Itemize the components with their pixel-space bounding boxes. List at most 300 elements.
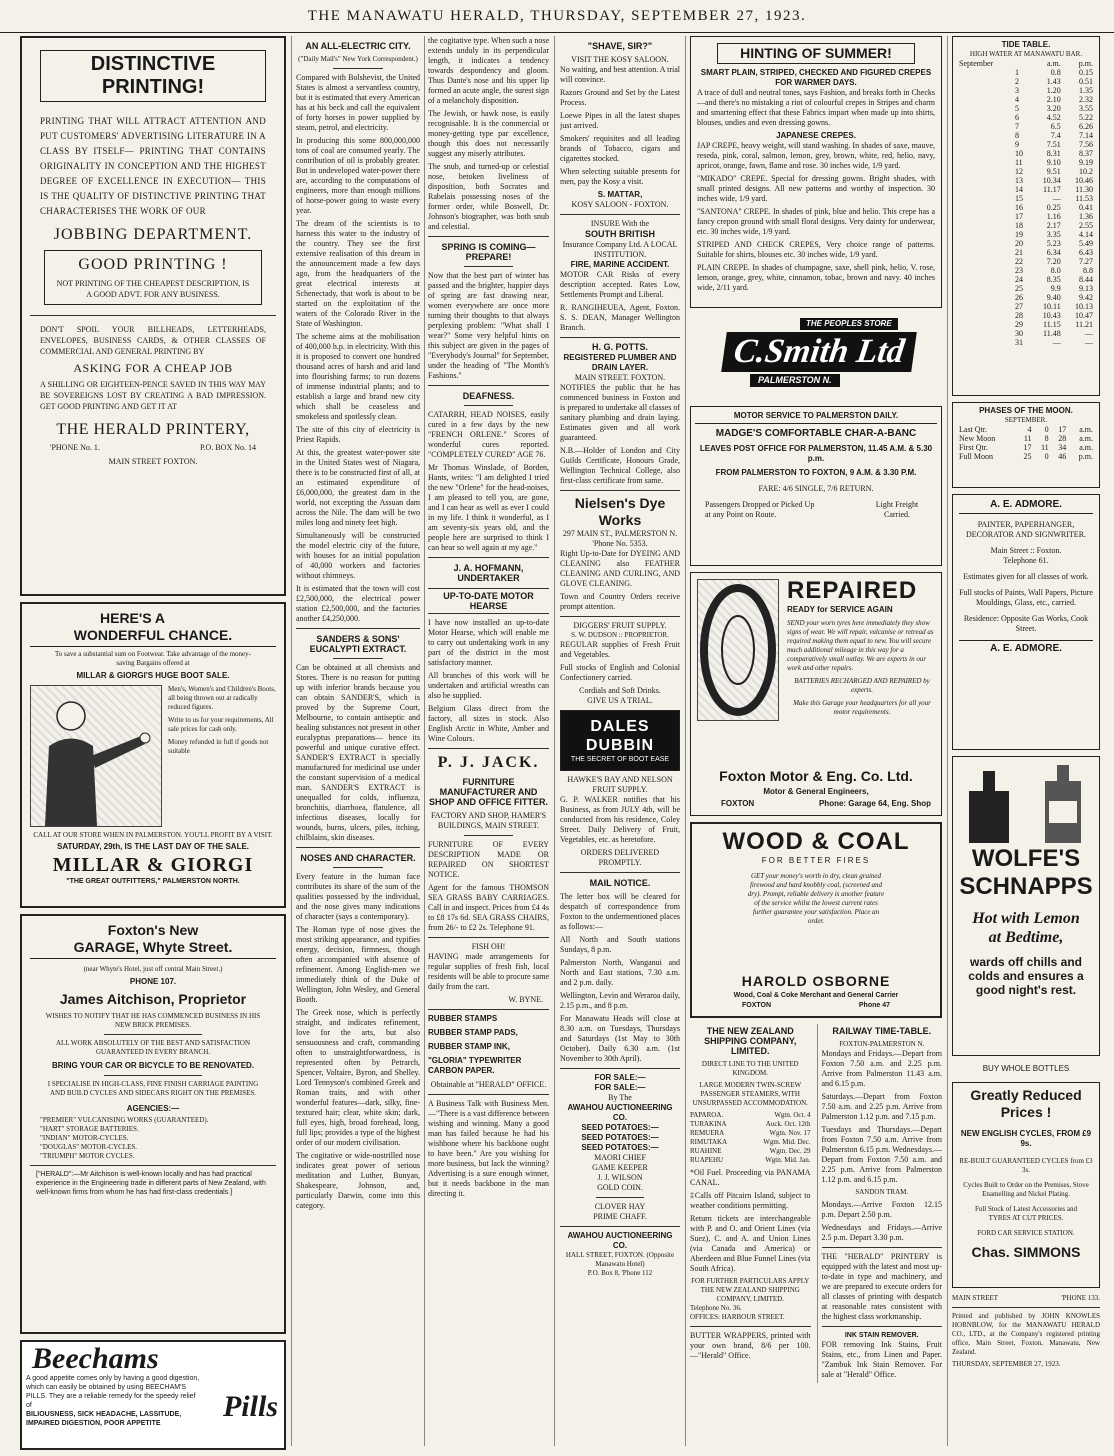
tide-cell: 2 [1014,77,1019,86]
sandon-tram: SANDON TRAM. [855,1188,909,1196]
ink-stain-text: FOR removing Ink Stains, Fruit Stains, etc., from Linen and Paper. "Zambuk Ink Stain Remover. For sale at "Herald" Office. [821,1340,942,1379]
tide-cell: — [1052,194,1061,203]
tide-cell: 9.42 [1079,293,1093,302]
shilling-text: A SHILLING OR EIGHTEEN-PENCE SAVED IN THIS WAY MAY BE SOVEREIGNS LOST BY CREATING A BAD IMPRESSION. GET GOOD PRINTING AND GET IT AT [40,380,266,411]
tide-cell: 20 [1014,239,1023,248]
spoil-text: DON'T SPOIL YOUR BILLHEADS, LETTERHEADS, ENVELOPES, BUSINESS CARDS, & OTHER CLASSES OF COMMERCIAL AND GENERAL PRINTING BY [40,325,266,356]
tide-cell: 0.51 [1079,77,1093,86]
good-printing-box [44,250,262,305]
deafness-paragraph: CATARRH, HEAD NOISES, easily cured in a few days by the new "FRENCH ORLENE." Scores of wonderful cures reported. "COMPLETELY CURED" AGE 76. [428,410,549,459]
garage-note: ["HERALD":—Mr Aitchison is well-known locally and has had practical experience in the Engineering trade in different parts of New Zealand, with well-known firms from whom he has had first-class credentials.] [36,1171,266,1196]
tide-row [957,257,1095,266]
japanese-crepes: JAPANESE CREPES. [776,131,856,140]
madge-fare: FARE: 4/6 SINGLE, 7/6 RETURN. [758,484,874,493]
tide-cell: 9.19 [1079,158,1093,167]
tide-cell [957,158,1013,167]
tide-row [957,293,1095,302]
tide-cell [957,149,1013,158]
garage-special: I SPECIALISE IN HIGH-CLASS, FINE FINISH CARRIAGE PAINTING AND BUILD CYCLES AND SIDECARS RIGHT ON THE PREMISES. [47,1080,259,1097]
tide-row [957,203,1095,212]
tide-row [957,329,1095,338]
madge-title: MADGE'S COMFORTABLE CHAR-A-BANC [715,428,917,439]
deafness-paragraph: Mr Thomas Winslade, of Borden, Hants, writes: "I am delighted I tried the new "Orlene" for the head-noises, I am pleased to tell you, are gone, and I can hear as well as ever I could in my life. I think it wonderful, as I am seventy-six years old, and the people here are surprised to think I can hear so well again at my age." [428,463,549,552]
nielsen-address: 297 MAIN ST., PALMERSTON N. 'Phone No. 5353. [562,529,678,548]
tide-cell: 10.34 [1042,176,1061,185]
tyre-illustration [697,579,779,721]
tide-cell: 15 [1014,194,1023,203]
mail-paragraph: For Manawatu Heads will close at 8.30 a.m. on Tuesdays, Thursdays and Saturdays (1st May to 30th October). Daily 6.30 a.m. (1st November to 30th April). [560,1014,680,1063]
printery-street: MAIN STREET FOXTON. [108,457,198,466]
ink-stain-heading: INK STAIN REMOVER. [844,1332,919,1339]
tide-cell [957,203,1013,212]
moon-grid [957,425,1095,461]
tide-cell: 16 [1014,203,1023,212]
agency-item: "TRIUMPH" MOTOR CYCLES. [40,1152,135,1160]
orders-delivered: ORDERS DELIVERED PROMPTLY. [580,848,660,867]
tide-cell: 10.47 [1075,311,1093,320]
tyre-icon [698,580,778,720]
mail-paragraph: Palmerston North, Wanganui and North and East stations, 7.30 a.m. and 2 p.m. daily. [560,958,680,987]
tide-cell [957,230,1013,239]
admore-estimates: Estimates given for all classes of work. [963,572,1089,581]
imprint-date: THURSDAY, SEPTEMBER 27, 1923. [952,1360,1061,1368]
moon-cell: 34 [1058,443,1067,452]
tide-cell [957,293,1013,302]
for-sale: FOR SALE:— [594,1073,646,1082]
dales-sub: THE SECRET OF BOOT EASE [570,756,670,763]
moon-cell: a.m. [1079,443,1093,452]
hofmann-paragraph: All branches of this work will be undertaken and artificial wreaths can also be supplied. [428,671,549,700]
tide-cell: 8 [1014,131,1019,140]
tide-cell: 6.34 [1046,248,1061,257]
new-cycles: NEW ENGLISH CYCLES, FROM £9 9s. [960,1129,1092,1148]
railway-row: Tuesdays and Thursdays.—Depart from Foxton 7.50 a.m. Arrive from Palmerston 6.15 p.m. Wednesdays.—Depart from Foxton 7.50 a.m. and 2.25 p.m. Arrive from Palmerston 1.12 p.m. and 6.15 p.m. [821,1125,942,1184]
hinting-paragraph: A trace of dull and neutral tones, says Fashion, and breaks forth in Checks—and there's no mistaking a riot of colourful crepes in Stripes and charm and smartening effect that these Fabrics impart when made up into shirts, blouses, undies and even dressing gowns. [697,88,935,127]
moon-cell: 0 [1044,452,1049,461]
return-tickets: Return tickets are interchangeable with P. and O. and Orient Lines (via Suez), C. and A. and Union Lines (via Canada and America) or Aberdeen and Blue Funnel Lines (via South Africa). [690,1214,811,1273]
moon-phases [952,402,1100,488]
ship-row: RUAPEHU Wgtn. Mid. Jan. [690,1156,811,1164]
tide-cell: 26 [1014,293,1023,302]
article-paragraph: The scheme aims at the mobilisation of 400,000 h.p. in electricity. With this it is proposed to convert one hundred thousand acres of harsh and arid land into flourishing farms; to run dozens of immense industrial plants; and to establish a large and brand new city which shall be ceaseless and smokeless and spotlessly clean. [296,332,420,421]
tide-cell: 3.55 [1079,104,1093,113]
column-2 [296,36,420,1214]
tide-cell [957,176,1013,185]
tide-cell: 8.44 [1079,275,1093,284]
smith-logo [690,314,942,400]
moon-row [957,452,1095,461]
admore-stocks: Full stocks of Paints, Wall Papers, Picture Mouldings, Glass, etc., carried. [959,588,1093,607]
tide-cell: 2.32 [1079,95,1093,104]
ship-row: REMUERA Wgtn. Nov. 17 [690,1129,811,1137]
garage-phone: PHONE 107. [129,977,177,986]
tide-cell: 9.40 [1046,293,1061,302]
furniture-heading: FURNITURE MANUFACTURER AND SHOP AND OFFICE FITTER. [428,777,548,807]
tide-cell: 5 [1014,104,1019,113]
masthead: THE MANAWATU HERALD, THURSDAY, SEPTEMBER 27, 1923. [0,0,1114,33]
millar-title-2: WONDERFUL CHANCE. [30,627,276,647]
admore-advert [952,494,1100,750]
moon-cell: 4 [1027,425,1032,434]
nielsen-title: Nielsen's Dye Works [574,495,666,528]
kosy-foxton: KOSY SALOON - FOXTON. [571,200,669,209]
tide-cell: 7.4 [1050,131,1061,140]
moon-month: SEPTEMBER. [1004,416,1048,424]
sanders-paragraph: Can be obtained at all chemists and Stores. There is no reason for putting up with inferior brands because you can obtain SANDER'S, which is proved by the Supreme Court, Melbourne, to contain antiseptic and healing substances not present in other eucalyptus preparations— hence its powerful and unique curative effect. SANDER'S EXTRACT is specially manufactured for medicinal use under the constant supervision of a medical man. SANDER'S EXTRACT is unequalled for colds, influenza, bronchitis, diarrhoea, flatulence, all infectious diseases, locally for wounds, burns, ulcers, piles, itching, chilblains, skin diseases. [296,663,420,842]
garage-title-2: GARAGE, Whyte Street. [30,939,276,959]
plumber: REGISTERED PLUMBER AND DRAIN LAYER. [563,353,677,372]
tide-row [957,158,1095,167]
foxton-motor-name: Foxton Motor & Eng. Co. Ltd. [719,768,913,784]
tide-row [957,149,1095,158]
tide-cell: 11.30 [1075,185,1093,194]
tide-cell [957,122,1013,131]
crepe-item: "SANTONA" CREPE. In shades of pink, blue and helio. This crepe has a fancy crepon ground with small floral designs. Very dainty for underwear, etc. 30 inches wide, 1/9 yard. [697,207,935,236]
tide-cell: 7.20 [1046,257,1061,266]
tide-cell: 29 [1014,320,1023,329]
tide-row [957,86,1095,95]
tide-cell: 18 [1014,221,1023,230]
moon-row [957,443,1095,452]
tide-cell: 1.35 [1079,86,1093,95]
repaired-body: SEND your worn tyres here immediately they show signs of wear. We will repair, vulcanise or retread as required making them equal to new. You will secure much additional mileage in this way for a comparatively small outlay. We are experts in our work and other repairs. [787,619,934,672]
moon-cell: 17 [1058,425,1067,434]
kosy-paragraph: When selecting suitable presents for men, pay the Kosy a visit. [560,167,680,186]
tide-row [957,122,1095,131]
noses-paragraph: The cogitative or wide-nostrilled nose indicates great power of serious meditation and Luther, Bunyan, Shakespeare, Johnson, and, particularly Darwin, come into this category. [296,1151,420,1210]
moon-row [957,434,1095,443]
insure-with: INSURE With the [590,219,650,228]
printing-body: PRINTING THAT WILL ATTRACT ATTENTION AND PUT CUSTOMERS' ADVERTISING LITERATURE IN A CLASS BY ITSELF— PRINTING THAT CONTAINS ORIGINALITY IN CONCEPTION AND THE HIGHEST DEGREE OF EXCELLENCE IN EXECUTION— THIS IS THE QUALITY OF DISTINCTIVE PRINTING THAT CHARACTERISES THE WORK OF OUR [40,116,266,216]
imprint: Printed and published by JOHN KNOWLES HORNBLOW, for the MANAWATU HERALD CO., LTD., at the Company's registered printing office, Main Street, Foxton, Manawatu, New Zealand. [952,1312,1100,1356]
tide-cell: 7.56 [1079,140,1093,149]
noses-paragraph: The Greek nose, which is perfectly straight, and indicates refinement, love for the arts, but also sensuousness and craft, commanding often to unstraightforwardness, is represented often by Petrarch, Spencer, Voltaire, Byron, and Shelley. Lord Tennyson's combined Greek and Roman traits, and with other wonderful features—dark, silky, fine-textured hair; clear, white skin; dark, full eyes, high, broad forehead, long, full lips; provides a type of the highest order of our modern civilisation. [296,1008,420,1147]
tide-row [957,320,1095,329]
tide-cell: 11.48 [1043,329,1061,338]
column-3 [428,36,549,1202]
tide-cell: 11 [1014,158,1023,167]
harold-osborne: HAROLD OSBORNE [741,973,891,989]
hofmann-heading: J. A. HOFMANN, UNDERTAKER [453,563,524,583]
tide-cell: 8.31 [1046,149,1061,158]
tide-cell: 10.13 [1075,302,1093,311]
moon-title: PHASES OF THE MOON. [979,406,1073,415]
moon-cell: 46 [1058,452,1067,461]
tide-row [957,239,1095,248]
printery-phone: 'PHONE No. 1. [50,443,100,452]
tide-cell [957,95,1013,104]
tide-cell: 4.14 [1079,230,1093,239]
shave-heading: "SHAVE, SIR?" [587,41,653,51]
garage-work: ALL WORK ABSOLUTELY OF THE BEST AND SATISFACTION GUARANTEED IN EVERY BRANCH. [55,1039,251,1056]
foxton-motor-advert [690,572,942,816]
tide-cell [957,275,1013,284]
tide-cell: 23 [1014,266,1023,275]
tide-cell: 6.43 [1079,248,1093,257]
good-printing-body: NOT PRINTING OF THE CHEAPEST DESCRIPTION, IS A GOOD ADVT. FOR ANY BUSINESS. [56,279,250,299]
article-paragraph: It is estimated that the town will cost £2,500,000, the electrical power station £2,500,000, and the factories another £4,250,000. [296,584,420,623]
nielsen-paragraph: Right Up-to-Date for DYEING AND CLEANING also FEATHER CLEANING AND CURLING, AND GLOVE CLEANING. [560,549,680,588]
tide-cell: — [1085,338,1093,347]
tide-cell [957,131,1013,140]
railway-row: Mondays and Fridays.—Depart from Foxton 7.50 a.m. and 2.25 p.m. Arrive from Palmerston 11.43 a.m. and 6.15 p.m. [821,1049,942,1088]
insurance-company: Insurance Company Ltd. A LOCAL INSTITUTION. [562,240,678,259]
tide-cell: 10.43 [1042,311,1061,320]
awahou: AWAHOU AUCTIONEERING CO. [567,1103,673,1122]
column-6 [952,36,1100,1369]
tide-cell: 24 [1014,275,1023,284]
factory-address: FACTORY AND SHOP, HAMER'S BUILDINGS, MAIN STREET. [430,811,547,830]
millar-tag: "THE GREAT OUTFITTERS," PALMERSTON NORTH. [66,878,240,885]
tide-cell [957,320,1013,329]
madge-from: FROM PALMERSTON TO FOXTON, 9 A.M. & 3.30 P.M. [715,468,917,477]
tide-cell: 13 [1014,176,1023,185]
column-4 [560,36,680,1278]
cordials: Cordials and Soft Drinks. [579,686,661,695]
tyres-cut: TYRES AT CUT PRICES. [988,1214,1064,1222]
motor-service: MOTOR SERVICE TO PALMERSTON DAILY. [695,411,937,424]
garage-agencies: AGENCIES:— [126,1104,180,1113]
beecham-pills: Pills [222,1390,278,1423]
tide-row [957,104,1095,113]
buy-whole-bottles: BUY WHOLE BOTTLES [982,1064,1070,1073]
tide-cell: 0.8 [1050,68,1061,77]
osborne-phone: Phone 47 [858,1002,890,1009]
palmerston-n: PALMERSTON N. [750,374,840,387]
admore-title-2: A. E. ADMORE. [959,640,1093,655]
tide-cell: 30 [1014,329,1023,338]
shipping-column [690,1024,811,1383]
agency-item: "HART" STORAGE BATTERIES. [40,1125,139,1133]
tide-row [957,167,1095,176]
tide-cell [957,239,1013,248]
madge-freight: Light Freight Carried. [875,500,919,519]
shipping-railway [690,1024,942,1383]
article-paragraph: The site of this city of electricity is Priest Rapids. [296,425,420,444]
deafness-heading: DEAFNESS. [462,391,515,401]
moon-cell: a.m. [1079,434,1093,443]
spring-paragraph: Now that the best part of winter has passed and the brighter, happier days of spring are fast drawing near, women everywhere are once more turning their thoughts to that always perplexing problem: "What shall I wear?" Some very helpful hints on this subject are given in the pages of "Everybody's Journal" for September, under the heading of "The Month's Fashions." [428,271,549,380]
garage-proprietor: James Aitchison, Proprietor [59,991,247,1007]
seed-potatoes: SEED POTATOES:— [581,1133,659,1142]
hot-lemon: Hot with Lemon [972,910,1080,927]
herald-printery: THE HERALD PRINTERY, [56,421,250,438]
further-particulars: FOR FURTHER PARTICULARS APPLY THE NEW ZEALAND SHIPPING COMPANY, LIMITED. [691,1277,810,1303]
tide-cell [957,140,1013,149]
tide-cell: 31 [1014,338,1023,347]
dales-dubbin-advert [560,710,680,771]
walker-paragraph: G. P. WALKER notifies that his Business, as from JULY 4th, will be conducted from his residence, Coley Street. Daily Delivery of Fruit, Vegetables, etc. as heretofore. [560,795,680,844]
nzsc-heading: THE NEW ZEALAND SHIPPING COMPANY, LIMITED. [704,1026,797,1056]
tide-cell: 4.52 [1046,113,1061,122]
tide-cell: 22 [1014,257,1023,266]
crepe-item: PLAIN CREPE. In shades of champagne, saxe, shell pink, helio, V. rose, lemon, orange, grey, white, cinnamon, tobac, brown and navy. 40 inches wide, 2/11 yard. [697,263,935,292]
crepe-item: STRIPED AND CHECK CREPES, Very choice range of patterns. Suitable for shirts, blouses etc. 30 inches wide, 1/9 yard. [697,240,935,259]
tide-cell [957,68,1013,77]
direct-line: DIRECT LINE TO THE UNITED KINGDOM. [701,1060,799,1077]
tide-cell: 1.43 [1046,77,1061,86]
beecham-advert [20,1340,286,1450]
garage-near: (near Whyte's Hotel, just off central Main Street.) [83,965,223,973]
awahou-footer: AWAHOU AUCTIONEERING CO. [567,1231,673,1250]
wards-off: wards off chills and colds and ensures a good night's rest. [968,955,1084,997]
repaired-title: REPAIRED [787,577,918,604]
by-the: By The [608,1093,632,1102]
tide-cell: 19 [1014,230,1023,239]
jack-paragraph: Agent for the famous THOMSON SEA GRASS BABY CARRIAGES. Call in and inspect. Prices from £4 4s to £8 17s 6d. SEA GRASS CHAIRS, from 26/- to £2 2s. Telephone 91. [428,883,549,932]
jobbing-department: JOBBING DEPARTMENT. [53,226,253,243]
tide-row [957,221,1095,230]
admore-main: Main Street :: Foxton. [990,546,1062,555]
tide-cell: 10 [1014,149,1023,158]
noses-paragraph: The Jewish, or hawk nose, is easily recognisable. It is the commercial or money-getting type par excellence, though this does not necessarily suggest any miserly attributes. [428,109,549,158]
diggers: DIGGERS' FRUIT SUPPLY. [573,621,667,630]
rubber-stamp-ink: RUBBER STAMP INK, [428,1042,510,1051]
tide-cell: 11.15 [1043,320,1061,329]
simmons-phone: 'PHONE 133. [1061,1294,1100,1302]
moon-cell: 8 [1044,434,1049,443]
peoples-store: THE PEOPLES STORE [800,318,898,330]
batteries: BATTERIES RECHARGED AND REPAIRED by experts. [794,677,930,694]
tide-cell: 9.9 [1050,284,1061,293]
tide-cell: 21 [1014,248,1023,257]
for-sale: FOR SALE:— [594,1083,646,1092]
article-paragraph: Simultaneously will be constructed the model electric city of the future, with houses for an initial population of 40,000 workers and factories without chimneys. [296,531,420,580]
millar-name: MILLAR & GIORGI [52,854,254,876]
tide-row [957,140,1095,149]
tide-cell: 10.11 [1043,302,1061,311]
tide-cell [957,185,1013,194]
moon-cell: New Moon [959,434,996,443]
millar-side-3: Money refunded in full if goods not suitable [168,738,269,755]
millar-side-text [168,685,276,827]
admore-body: PAINTER, PAPERHANGER, DECORATOR AND SIGNWRITER. [965,520,1087,539]
tide-cell: 11.21 [1075,320,1093,329]
article-source: ("Daily Mail's" New York Correspondent.) [298,55,418,63]
potato-variety: GAME KEEPER [592,1163,648,1172]
tide-row [957,302,1095,311]
millar-call: CALL AT OUR STORE WHEN IN PALMERSTON. YOU'LL PROFIT BY A VISIT. [33,831,273,839]
tide-title: TIDE TABLE. [1001,40,1051,49]
kosy-paragraph: No waiting, and best attention. A trial will convince. [560,65,680,84]
tide-month: September [959,59,994,68]
moon-cell: Last Qtr. [959,425,987,434]
ask-cheap-job: ASKING FOR A CHEAP JOB [73,361,233,375]
railway-heading: RAILWAY TIME-TABLE. [832,1026,932,1036]
tide-row [957,275,1095,284]
printery-box: P.O. BOX No. 14 [199,443,256,452]
tide-cell: — [1052,338,1061,347]
tide-row [957,194,1095,203]
column-5 [690,36,942,1383]
byne: W. BYNE. [508,995,543,1004]
rubber-stamp-pads: RUBBER STAMP PADS, [428,1028,518,1037]
hearse-heading: UP-TO-DATE MOTOR HEARSE [428,588,549,614]
printing-advert [20,36,286,596]
greatly-reduced: Greatly Reduced Prices ! [970,1087,1082,1120]
good-printing-title: GOOD PRINTING ! [78,256,228,273]
potts-paragraph: NOTIFIES the public that he has commenced business in Foxton and is prepared to undertake all classes of sanitary plumbing and drain laying. Estimates given and all work guaranteed. [560,383,680,442]
large-modern: LARGE MODERN TWIN-SCREW PASSENGER STEAMERS, WITH UNSURPASSED ACCOMMODATION. [692,1081,808,1107]
millar-title-1: HERE'S A [100,610,166,626]
tide-cell: 3 [1014,86,1019,95]
tide-cell [957,113,1013,122]
tide-cell: 25 [1014,284,1023,293]
potts-street: MAIN STREET. FOXTON. [574,373,666,382]
hinting-smart: SMART PLAIN, STRIPED, CHECKED AND FIGURED CREPES FOR WARMER DAYS. [700,68,932,87]
tide-cell: 9.13 [1079,284,1093,293]
tide-cell [957,167,1013,176]
tide-cell: — [1085,329,1093,338]
boot-sale-illustration [30,685,162,827]
hofmann-paragraph: I have now installed an up-to-date Motor Hearse, which will enable me to carry out undertaking work in any part of the district in the most satisfactory manner. [428,618,549,667]
tide-cell: 5.22 [1079,113,1093,122]
railway-column [817,1024,943,1383]
wood-coal-body: GET your money's worth in dry, clean grained firewood and hard knobbly coal, (screened and dry). Prompt, reliable delivery is another feature of the service whilst the lowest current rates further guarantee your satisfaction. Place an order. [747,872,885,925]
bottle-icon [959,761,1095,845]
tide-cell: 9 [1014,140,1019,149]
tide-row [957,131,1095,140]
tide-cell [957,257,1013,266]
tide-grid [957,59,1095,347]
tide-cell: 2.17 [1046,221,1061,230]
tide-row [957,176,1095,185]
dales-title: DALES DUBBIN [585,718,655,754]
tide-cell: 2.55 [1079,221,1093,230]
give-trial: GIVE US A TRIAL. [587,696,653,705]
tram-row: Mondays.—Arrive Foxton 12.15 p.m. Depart 2.50 p.m. [821,1200,942,1219]
noses-paragraph: The Roman type of nose gives the most striking appearance, and typifies energy, decision, firmness, though often accompanied with absence of refinement. Among English-men we immediately think of the Duke of Wellington, John Wesley, and General Booth. [296,925,420,1004]
noses-paragraph: The snub, and turned-up or celestial nose, betoken liveliness of disposition, both Socrates and Rabelais possessing noses of the former order, while Boswell, Dr. Johnson's biographer, was both snub and celestial. [428,162,549,231]
tide-cell [957,104,1013,113]
ship-row: TURAKINA Auck. Oct. 12th [690,1120,811,1128]
hall-street: HALL STREET, FOXTON. (Opposite Manawatu Hotel) [565,1251,675,1268]
tide-cell: 7.27 [1079,257,1093,266]
potato-variety: GOLD COIN. [597,1183,643,1192]
article-paragraph: Compared with Bolshevist, the United States is almost a servantless country, but it is estimated that every American has at his beck and call the equivalent of forty horses in power supplied by steam, petrol, and electricity. [296,73,420,132]
diggers-paragraph: Full stocks of English and Colonial Confectionery carried. [560,663,680,682]
south-british: SOUTH BRITISH [584,229,655,239]
tide-row [957,284,1095,293]
tide-cell: 5.23 [1046,239,1061,248]
tide-pm: p.m. [1078,59,1093,68]
mail-paragraph: All North and South stations Sundays, 8 p.m. [560,935,680,954]
railway-row: Saturdays.—Depart from Foxton 7.50 a.m. and 2.25 p.m. Arrive from Palmerston 1.12 p.m. and 7.15 p.m. [821,1092,942,1121]
tide-cell: 1 [1014,68,1019,77]
osborne-advert [690,822,942,1018]
tide-row [957,212,1095,221]
agency-item: "DOUGLAS" MOTOR-CYCLES. [40,1143,137,1151]
diggers-paragraph: REGULAR supplies of Fresh Fruit and Vegetables. [560,640,680,659]
jack-paragraph: FURNITURE OF EVERY DESCRIPTION MADE OR REPAIRED ON SHORTEST NOTICE. [428,840,549,879]
cycles-built: Cycles Built to Order on the Premises, Stove Enamelling and Nickel Plating. [963,1181,1089,1198]
nzsc-tel: Telephone No. 36. [690,1304,742,1312]
agency-list [30,1116,276,1161]
tide-cell: 28 [1014,311,1023,320]
tide-cell: 6 [1014,113,1019,122]
tide-cell: 11.53 [1075,194,1093,203]
full-stock: Full Stock of Latest Accessories and [974,1205,1078,1213]
mail-heading: MAIL NOTICE. [589,878,651,888]
tide-cell [957,311,1013,320]
potato-variety: MAORI CHIEF [594,1153,646,1162]
millar-saturday: SATURDAY, 29th, IS THE LAST DAY OF THE SALE. [56,842,250,851]
tide-cell [957,194,1013,203]
beecham-brand: Beechams [32,1342,159,1375]
tide-cell [957,248,1013,257]
tide-row [957,68,1095,77]
millar-giorgi-advert [20,602,286,908]
